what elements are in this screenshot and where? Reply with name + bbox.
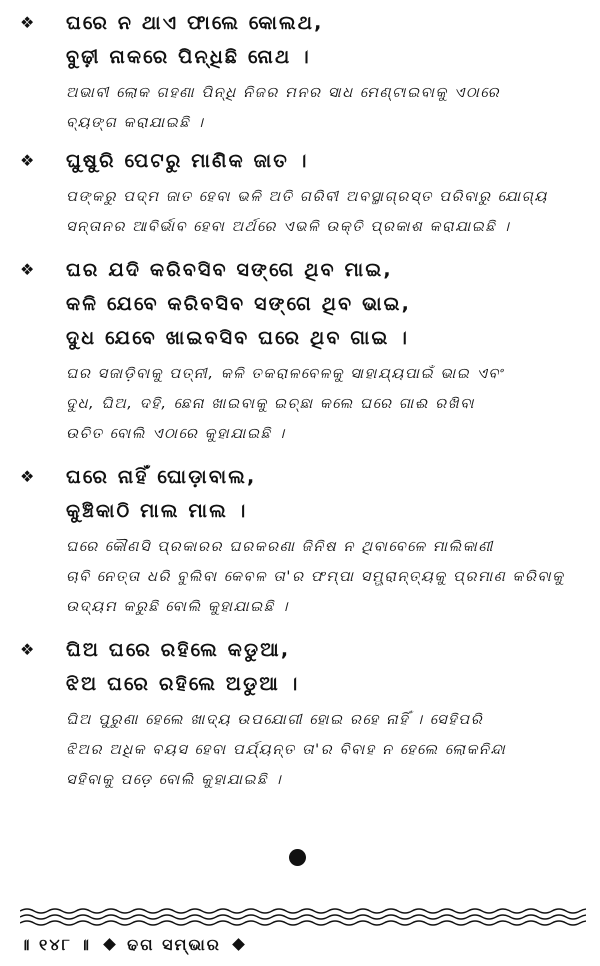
diamond-icon (233, 938, 246, 951)
bullet-icon: ❖ (20, 151, 35, 170)
proverb-line (0, 40, 600, 74)
proverb-line (0, 287, 600, 321)
explanation-line: ବ୍ୟଙ୍ଗ କରାଯାଇଛି । (66, 115, 205, 131)
diamond-icon (103, 938, 116, 951)
proverb-text: ଦୁଧ ଯେବେ ଖାଇବସିବ ଘରେ ଥିବ ଗାଇ । (66, 327, 410, 349)
proverb-text: କୁଞ୍ଚିକାଠି ମାଲ ମାଲ । (66, 500, 248, 522)
proverb-line (0, 633, 600, 667)
proverb-text: ବୁଢ଼ୀ ନାକରେ ପିନ୍ଧିଛି ନୋଥ । (66, 46, 311, 68)
proverb-entry-3 (0, 253, 600, 449)
explanation-line: ଘର ସଜାଡ଼ିବାକୁ ପତ୍ନୀ, କଳି ତକରାଳବେଳକୁ ସାହାଯ୍ୟପାଇଁ ଭାଇ ଏବଂ (66, 366, 504, 382)
explanation-line: ଝିଅର ଅଧିକ ବୟସ ହେବା ପର୍ଯ୍ୟନ୍ତ ତା'ର ବିବାହ ନ ହେଲେ ଲୋକନିନ୍ଦା (66, 742, 507, 758)
proverb-entry-4 (0, 460, 600, 622)
proverb-entry-1 (0, 6, 600, 138)
proverb-line (0, 494, 600, 528)
explanation-line: ଚାବି ନେତ୍ତା ଧରି ବୁଲିବା କେବଳ ତା'ର ଫମ୍ପା ସମ୍ଭ୍ରାନ୍ତ୍ୟକୁ ପ୍ରମାଣ କରିବାକୁ (66, 569, 565, 585)
proverb-text: ଝିଅ ଘରେ ରହିଲେ ଅଡୁଆ । (66, 673, 300, 695)
bullet-icon: ❖ (20, 467, 35, 486)
proverb-line (0, 253, 600, 287)
proverb-line (0, 321, 600, 355)
proverb-explanation (0, 78, 600, 138)
explanation-line: ପଙ୍କରୁ ପଦ୍ମ ଜାତ ହେବା ଭଳି ଅତି ଗରିବୀ ଅବସ୍ଥାଗ୍ରସ୍ତ ପରିବାରୁ ଯୋଗ୍ୟ (66, 189, 548, 205)
proverb-explanation (0, 359, 600, 449)
book-title: ଢଗ ସମ୍ଭାର (127, 934, 221, 954)
proverb-line (0, 6, 600, 40)
proverb-line (0, 460, 600, 494)
proverb-text: ଘିଅ ଘରେ ରହିଲେ କଡୁଆ, (66, 639, 291, 661)
explanation-line: ଦୁଧ, ଘିଅ, ଦହି, ଛେନା ଖାଇବାକୁ ଇଚ୍ଛା କଲେ ଘରେ ଗାଈ ରଖିବା (66, 396, 475, 412)
proverb-text: ଘରେ ନ ଥାଏ ଫାଲେ କୋଲଥ, (66, 12, 324, 34)
wavy-divider-icon (20, 906, 586, 928)
explanation-line: ଅଭାବୀ ଲୋକ ଗହଣା ପିନ୍ଧି ନିଜର ମନର ସାଧ ମେଣ୍ଟାଇବାକୁ ଏଠାରେ (66, 85, 501, 101)
proverb-explanation (0, 532, 600, 622)
explanation-line: ଉଚିତ ବୋଲି ଏଠାରେ କୁହାଯାଇଛି । (66, 426, 286, 442)
explanation-line: ଘରେ କୌଣସି ପ୍ରକାରର ଘରକରଣା ଜିନିଷ ନ ଥିବାବେଳେ ମାଲିକାଣୀ (66, 539, 495, 555)
proverb-text: ଘର ଯଦି କରିବସିବ ସଙ୍ଗେ ଥିବ ମାଇ, (66, 259, 393, 281)
page-number: ॥ ୧୪୮ ॥ (20, 934, 91, 954)
proverb-text: ଘୁଷୁରି ପେଟରୁ ମାଣିକ ଜାତ । (66, 150, 309, 172)
explanation-line: ଉଦ୍ୟମ କରୁଛି ବୋଲି କୁହାଯାଇଛି । (66, 599, 289, 615)
section-end-dot-icon (289, 849, 306, 866)
bullet-icon: ❖ (20, 640, 35, 659)
proverb-text: କଳି ଯେବେ କରିବସିବ ସଙ୍ଗେ ଥିବ ଭାଇ, (66, 293, 412, 315)
proverb-line (0, 667, 600, 701)
proverb-entry-5 (0, 633, 600, 795)
proverb-line (0, 144, 600, 178)
page-footer (20, 930, 249, 958)
proverb-explanation (0, 705, 600, 795)
bullet-icon: ❖ (20, 260, 35, 279)
explanation-line: ସନ୍ତାନର ଆବିର୍ଭାବ ହେବା ଅର୍ଥରେ ଏଭଳି ଉକ୍ତି ପ୍ରକାଶ କରାଯାଇଛି । (66, 219, 511, 235)
proverb-text: ଘରେ ନାହିଁ ଘୋଡ଼ାବାଲ, (66, 466, 257, 488)
proverb-explanation (0, 182, 600, 242)
explanation-line: ଘିଅ ପୁରୁଣା ହେଲେ ଖାଦ୍ୟ ଉପଯୋଗୀ ହୋଇ ରହେ ନାହିଁ । ସେହିପରି (66, 712, 484, 728)
explanation-line: ସହିବାକୁ ପଡ଼େ ବୋଲି କୁହାଯାଇଛି । (66, 772, 283, 788)
proverb-entry-2 (0, 144, 600, 242)
bullet-icon: ❖ (20, 13, 35, 32)
